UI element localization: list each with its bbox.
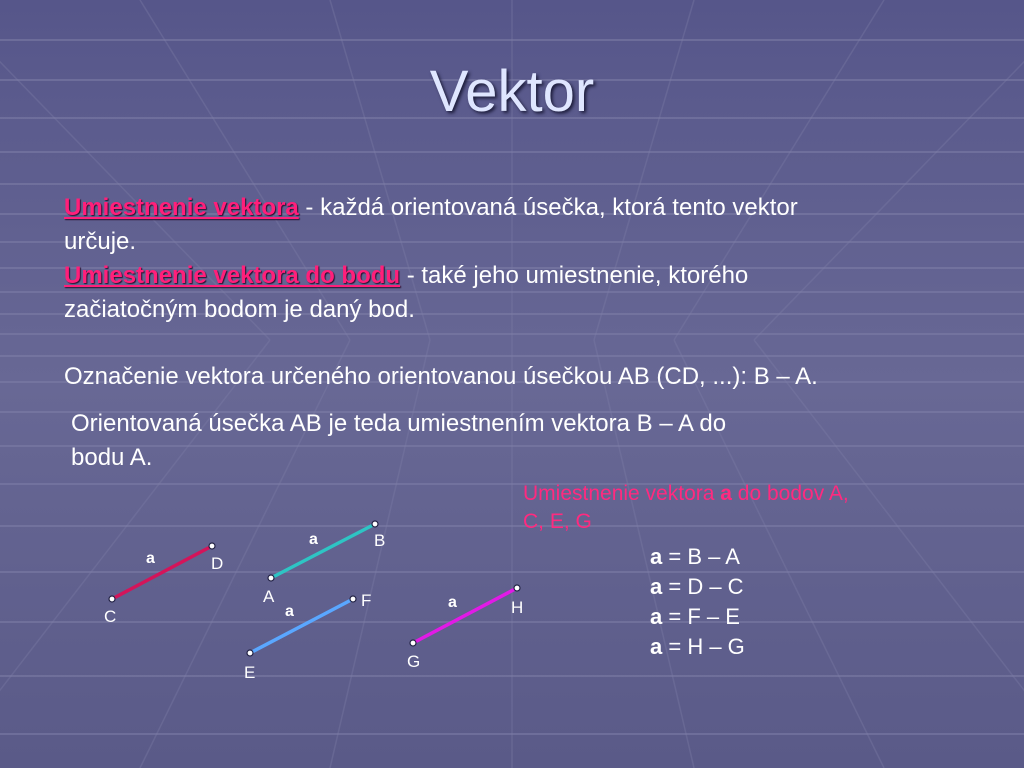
- term-placement: Umiestnenie vektora: [64, 194, 299, 221]
- vector-symbol: a: [650, 574, 663, 599]
- vector-segment-AB: [271, 524, 375, 578]
- vector-segment-GH: [413, 588, 517, 643]
- point-D-dot: [209, 543, 215, 549]
- definition-placement-at-point-text: - také jeho umiestnenie, ktorého: [400, 262, 749, 289]
- point-F-dot: [350, 596, 356, 602]
- point-label-A: A: [263, 587, 275, 606]
- vector-label-a: a: [146, 550, 155, 567]
- point-B-dot: [372, 521, 378, 527]
- orientation-text-line1: Orientovaná úsečka AB je teda umiestnením vektora B – A do: [71, 410, 727, 437]
- point-label-F: F: [361, 591, 372, 610]
- orientation-text-line2: bodu A.: [71, 444, 153, 471]
- caption-line2: C, E, G: [523, 510, 592, 533]
- vector-label-a: a: [309, 531, 318, 548]
- vector-label-a: a: [285, 603, 294, 620]
- vector-symbol: a: [650, 544, 663, 569]
- point-C-dot: [109, 596, 115, 602]
- vector-label-a: a: [448, 594, 457, 611]
- point-label-H: H: [511, 598, 524, 617]
- caption-part1: Umiestnenie vektora: [523, 482, 721, 505]
- definition-placement-at-point-text-cont: začiatočným bodom je daný bod.: [64, 296, 415, 323]
- equation-expression: = F – E: [662, 604, 740, 629]
- equation-expression: = D – C: [662, 574, 744, 599]
- point-label-C: C: [104, 607, 117, 626]
- vector-symbol: a: [650, 604, 663, 629]
- point-label-B: B: [374, 531, 386, 550]
- point-label-G: G: [407, 652, 421, 671]
- vector-segment-EF: [250, 599, 353, 653]
- point-label-D: D: [211, 554, 224, 573]
- vector-segment-CD: [112, 546, 212, 599]
- notation-text: Označenie vektora určeného orientovanou úsečkou AB (CD, ...): B – A.: [64, 363, 818, 390]
- definition-placement-text: - každá orientovaná úsečka, ktorá tento vektor: [298, 194, 798, 221]
- point-E-dot: [247, 650, 253, 656]
- point-G-dot: [410, 640, 416, 646]
- equation-expression: = B – A: [662, 544, 740, 569]
- point-label-E: E: [244, 663, 256, 682]
- equation-expression: = H – G: [662, 634, 745, 659]
- point-H-dot: [514, 585, 520, 591]
- vector-symbol: a: [650, 634, 663, 659]
- term-placement-at-point: Umiestnenie vektora do bodu: [64, 262, 401, 289]
- slide-title: Vektor: [429, 59, 595, 124]
- caption-vector-name: a: [720, 482, 732, 505]
- point-A-dot: [268, 575, 274, 581]
- definition-placement-text-cont: určuje.: [64, 228, 137, 255]
- caption-part2: do bodov A,: [731, 482, 849, 505]
